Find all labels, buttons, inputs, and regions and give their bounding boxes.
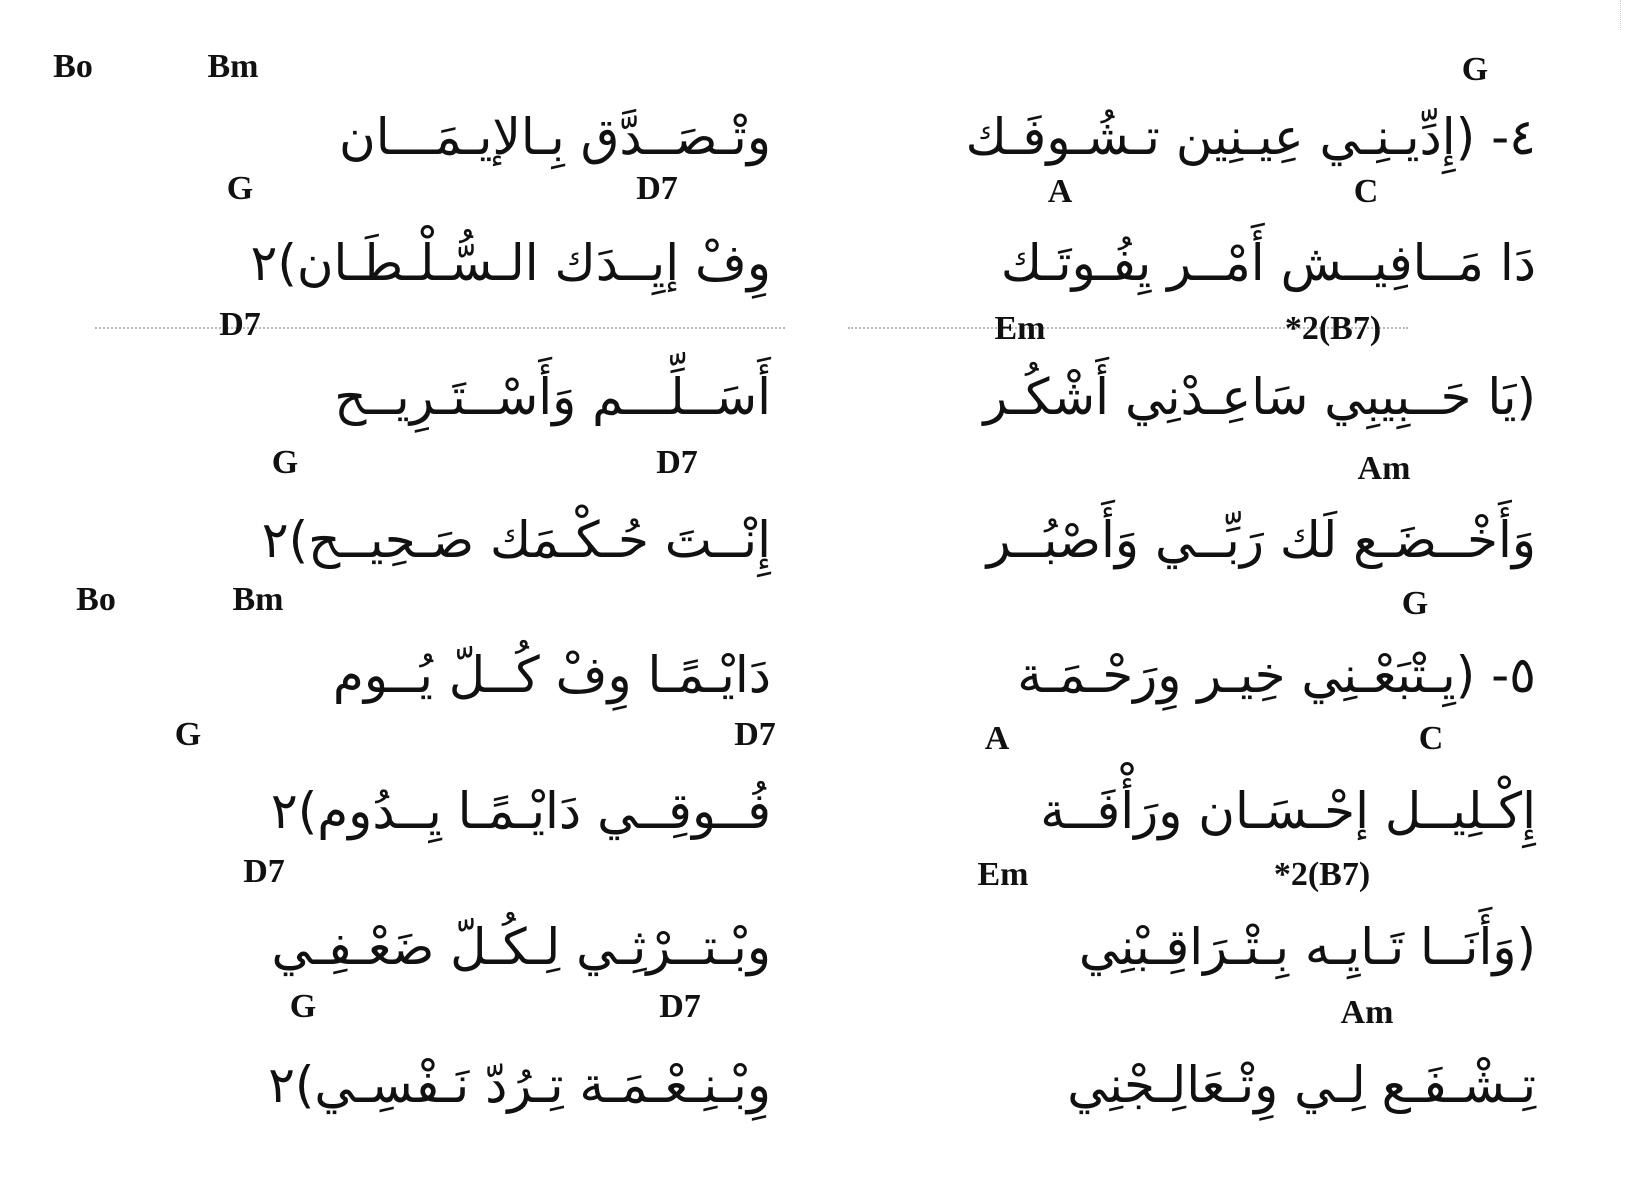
chord-label: Bo	[76, 581, 116, 618]
chord-label: Em	[994, 310, 1046, 347]
lyric-line-right: (يَا حَــبِيبِي سَاعِـدْنِي أَشْكُـر	[983, 368, 1536, 426]
chord-label: A	[1047, 173, 1073, 210]
chord-label: D7	[219, 306, 261, 343]
lyric-line-left: إِنْــتَ حُـكْـمَك صَـحِيــح)٢	[261, 511, 771, 569]
chord-label: D7	[656, 444, 698, 481]
chord-label: G	[226, 170, 254, 207]
chord-label: Bm	[207, 48, 259, 85]
chord-label: G	[1461, 51, 1489, 88]
dotted-rule-left	[95, 327, 785, 329]
chord-label: D7	[636, 170, 678, 207]
lyric-line-right: (وَأَنَــا تَـايِـه بِـتْـرَاقِـبْنِي	[1078, 918, 1536, 976]
chord-label: G	[271, 444, 299, 481]
lyric-line-right: تِـشْـفَـع لِـي وِتْـعَالِـجْنِي	[1067, 1056, 1536, 1114]
lyric-line-right: ٥- (يِـتْبَعْـنِي خِيـر وِرَحْـمَـة	[1017, 646, 1536, 704]
chord-label: G	[289, 988, 317, 1025]
chord-label: Bo	[53, 48, 93, 85]
chord-label: A	[984, 720, 1010, 757]
chord-label: D7	[243, 853, 285, 890]
chord-label: Am	[1340, 994, 1394, 1031]
chord-label: D7	[734, 716, 776, 753]
chord-label: Em	[977, 856, 1029, 893]
lyric-line-right: إِكْـلِيــل إحْـسَـان ورَأْفَــة	[1040, 782, 1536, 840]
lyric-line-left: أَسَــلِّـــم وَأَسْــتَـرِيــح	[334, 368, 771, 426]
lyric-line-left: وِبْـنِـعْـمَـة تِـرُدّ نَـفْسِـي)٢	[268, 1056, 771, 1114]
lyric-line-right: دَا مَــافِيــش أَمْــر يِفُـوتَـك	[1000, 234, 1536, 292]
chord-label: C	[1418, 720, 1444, 757]
chord-label: *2(B7)	[1273, 856, 1371, 893]
chord-label: Bm	[232, 581, 284, 618]
lyric-line-left: وبْـتــرْثِـي لِـكُـلّ ضَعْـفِـي	[271, 918, 771, 976]
chord-label: C	[1353, 173, 1379, 210]
lyric-line-right: ٤- (إِدِّيـنِـي عِيـنِين تـشُـوفَـك	[965, 108, 1536, 166]
chord-label: G	[1401, 585, 1429, 622]
chord-label: G	[174, 716, 202, 753]
lyric-line-left: وتْـصَــدَّق بِـالإيـمَـــان	[339, 108, 771, 166]
lyric-line-right: وَأَخْــضَـع لَك رَبِّــي وَأَصْبُــر	[986, 511, 1536, 569]
lyric-line-left: وِفْ إيِــدَك الـسُّـلْـطَـان)٢	[250, 234, 771, 292]
chord-label: D7	[659, 988, 701, 1025]
lyric-line-left: فُــوقِــي دَايْـمًـا يِــدُوم)٢	[270, 782, 771, 840]
chord-label: *2(B7)	[1284, 310, 1382, 347]
lyric-line-left: دَايْـمًـا وِفْ كُــلّ يُــوم	[332, 646, 771, 704]
page-edge-mark	[1620, 0, 1629, 30]
chord-label: Am	[1357, 450, 1411, 487]
